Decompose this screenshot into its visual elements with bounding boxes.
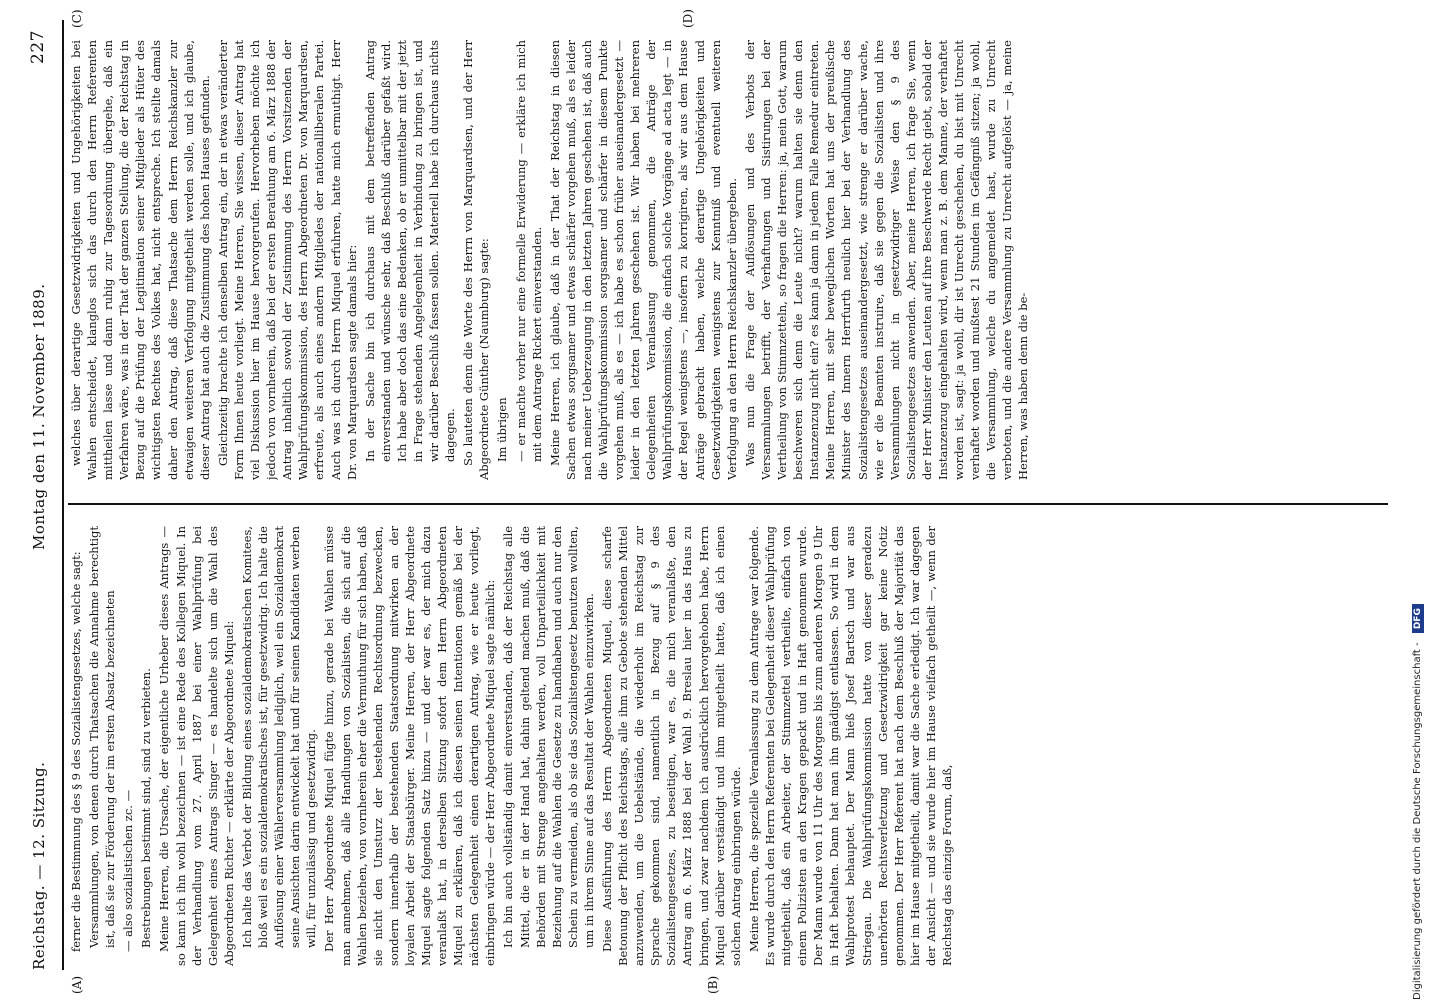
rotated-page [16,0,1416,1000]
paragraph: Meine Herren, die Ursache, der eigentliche Urheber dieses Antrags — so kann ich ihn wohl bezeichnen — ist eine Rede des Kollegen Miquel. In der Verhandlung vom 27. April 1887 bei einer Wahlprüfung bei Gelegenheit eines Antrags Singer — es handelte sich um die Wahl des Abgeordneten Richter — erklärte der Abgeordnete Miquel: [157,526,236,966]
quote-paragraph: In der Sache bin ich durchaus mit dem betreffenden Antrag einverstanden und wünsche sehr, daß Beschluß darüber gefaßt wird. Ich habe aber doch das eine Bedenken, ob er unmittelbar mit der jetzt in Frage stehenden Angelegenheit in Verbindung zu bringen ist, und wir darüber Beschluß fassen sollen. Materiell habe ich durchaus nichts dagegen. [362,40,458,462]
right-column [68,40,1388,480]
quote-paragraph: Ich bin auch vollständig damit einverstanden, daß der Reichstag alle Mittel, die er in der Hand hat, dahin geltend machen muß, daß die Behörden mit Strenge angehalten werden, voll Unparteilichkeit mit Beziehung auf die Wahlen die Gesetze zu handhaben und auch nur den Schein zu vermeiden, als ob sie das Sozialistengesetz benutzen wollten, um in ihrem Sinne auf das Resultat der Wahlen einzuwirken. [501,526,596,948]
margin-letter-c: (C) [70,9,84,28]
quote-paragraph: Bestrebungen bestimmt sind, sind zu verbieten. [139,668,154,948]
digitization-credit [1412,0,1424,1000]
paragraph: ferner die Bestimmung des § 9 des Sozialistengesetzes, welche sagt: [69,551,83,952]
header-session: Reichstag. — 12. Sitzung. [30,761,48,970]
paragraph: So lauteten denn die Worte des Herrn von Marquardsen, und der Herr Abgeordnete Günther (Naumburg) sagte: [461,40,492,480]
paragraph: Der Herr Abgeordnete Miquel fügte hinzu, gerade bei Wahlen müsse man annehmen, daß alle Handlungen von Sozialisten, die sich auf die Wahlen beziehen, von vornherein eher die Vermuthung für sich haben, daß sie nicht den Umsturz der bestehenden Rechtsordnung bezwecken, sondern innerhalb der bestehenden Staatsordnung mitwirken an der loyalen Arbeit der Staatsbürger. Meine Herren, der Herr Abgeordnete Miquel sagte folgenden Satz hinzu — und der war es, der mich dazu veranlaßt hat, in derselben Sitzung sofort dem Herrn Abgeordneten Miquel zu erklären, daß ich diesen seinen Intentionen gemäß bei der nächsten Gelegenheit einen derartigen Antrag, wie er heute vorliegt, einbringen würde — der Herr Abgeordnete Miquel sagte nämlich: [322,526,498,966]
left-column [68,526,1388,966]
quote-paragraph: Im übrigen [495,397,510,462]
margin-letter-a: (A) [70,975,84,994]
column-divider [68,503,1388,505]
page-number: 227 [28,30,48,64]
quote-paragraph: Versammlungen, von denen durch Thatsachen die Annahme berechtigt ist, daß sie zur Förderung der im ersten Absatz bezeichneten [87,526,118,948]
dfg-logo: DFG [1412,604,1424,633]
paragraph: — also sozialistischen zc. — [121,789,136,952]
paragraph: Diese Ausführung des Herrn Abgeordneten Miquel, diese scharfe Betonung der Pflicht des Reichstags, alle ihm zu Gebote stehenden Mittel anzuwenden, um die Uebelstände, die wiederholt im Reichstag zur Sprache gekommen sind, namentlich in Bezug auf § 9 des Sozialistengesetzes, zu beseitigen, war es, die mich veranlaßte, den Antrag am 6. März 1888 bei der Wahl 9. Breslau hier in das Haus zu bringen, und zwar nachdem ich ausdrücklich hervorgehoben habe, Herrn Miquel darüber verständigt und ihm mitgetheilt hatte, daß ich einen solchen Antrag einbringen würde. [600,526,743,966]
margin-letter-d: (D) [681,9,695,28]
paragraph: Was nun die Frage der Auflösungen und des Verbots der Versammlungen betrifft, der Verhaftungen und Sistirungen bei der Vertheilung von Stimmzetteln, so fragen die Herren: ja, mein Gott, warum beschweren sich denn die Leute nicht? warum halten sie denn den Instanzenzug nicht ein? es kann ja dann in jedem Falle Remedur eintreten. Meine Herren, mit sehr beweglichen Worten hat uns der preußische Minister des Innern Herrfurth neulich hier bei der Verhandlung des Sozialistengesetzes auseinandergesetzt, wie strenge er darüber wache, wie er die Beamten instruire, daß sie gegen die Sozialisten und ihre Versammlungen nicht in gesetzwidriger Weise den § 9 des Sozialistengesetzes anwenden. Aber, meine Herren, ich frage Sie, wenn der Herr Minister den Leuten auf ihre Beschwerde Recht giebt, sobald der Instanzenzug eingehalten wird, wenn man z. B. dem Manne, der verhaftet worden ist, sagt: ja wohl, dir ist Unrecht geschehen, du bist mit Unrecht verhaftet worden und mußtest 21 Stunden im Gefängniß sitzen; ja wohl, die Versammlung, welche du angemeldet hast, wurde zu Unrecht verboten, und die andere Versammlung zu Unrecht aufgelöst — ja, meine Herren, was haben denn die be- [742,40,1031,480]
header-rule [62,20,64,970]
paragraph: Meine Herren, ich glaube, daß in der That der Reichstag in diesen Sachen etwas sorgsamer und etwas schärfer vorgehen muß, als es leider nach meiner Ueberzeugung in den letzten Jahren geschehen ist, daß auch die Wahlprüfungskommission sorgsamer und schärfer in diesem Punkte vorgehen muß, als es — ich habe es schon früher auseinandergesetzt — leider in den letzten Jahren geschehen ist. Wir haben bei mehreren Gelegenheiten Veranlassung genommen, die Anträge der Wahlprüfungskommission, die einfach solche Vorgänge ad acta legt — in der Regel wenigstens —, insofern zu korrigiren, als wir aus dem Hause Anträge gebracht haben, welche derartige Ungehörigkeiten und Gesetzwidrigkeiten wenigstens zur Kenntniß und eventuell weiteren Verfolgung an den Herrn Reichskanzler übergeben. [547,40,739,480]
paragraph: Gleichzeitig brachte ich denselben Antrag ein, der in etwas veränderter Form Ihnen heute vorliegt. Meine Herren, Sie wissen, dieser Antrag hat viel Diskussion hier im Hause hervorgerufen. Hervorheben möchte ich jedoch von vornherein, daß bei der ersten Berathung am 6. März 1888 der Antrag inhaltlich sowohl der Zustimmung des Herrn Vorsitzenden der Wahlprüfungskommission, des Herrn Abgeordneten Dr. von Marquardsen, erfreute, als auch eines andern Mitgliedes der nationalliberalen Partei. Auch was ich durch Herrn Miquel erfuhren, hatte mich ermuthigt. Herr Dr. von Marquardsen sagte damals hier: [215,40,359,480]
page-header [24,20,58,970]
paragraph: Meine Herren, die spezielle Veranlassung zu dem Antrage war folgende. Es wurde durch den Herrn Referenten bei Gelegenheit dieser Wahlprüfung mitgetheilt, daß ein Arbeiter, der Stimmzettel vertheilte, einfach von einem Polizisten an den Kragen gepackt und in Haft genommen wurde. Der Mann wurde von 11 Uhr des Morgens bis zum anderen Morgen 9 Uhr in Haft behalten. Dann hat man ihn gnädigst entlassen. So wird in dem Wahlprotest behauptet. Der Mann hieß Josef Bartsch und war aus Striegau. Die Wahlprüfungskommission hatte von dieser geradezu unerhörten Rechtsverletzung und Gesetzwidrigkeit gar keine Notiz genommen. Der Herr Referent hat nach dem Beschluß der Majorität das hier im Hause mitgetheilt, damit war die Sache erledigt. Ich war dagegen der Ansicht — und sie wurde hier im Hause vielfach getheilt —, wenn der Reichstag das einzige Forum, daß, [746,526,954,966]
credit-text: Digitalisierung gefördert durch die Deutsche Forschungsgemeinschaft - [1412,642,1423,1000]
paragraph: welches über derartige Gesetzwidrigkeiten und Ungehörigkeiten bei Wahlen entscheidet, klanglos sich das durch den Herrn Referenten mittheilen lasse und dann ruhig zur Tagesordnung übergehe, daß ein Verfahren wäre, was in der That der ganzen Stellung, die der Reichstag in Bezug auf die Prüfung der Legitimation seiner Mitglieder als Hüter des wichtigsten Rechtes des Volkes hat, nicht entspreche. Ich stellte damals daher den Antrag, daß diese Thatsache dem Herrn Reichskanzler zur etwaigen weiteren Verfolgung mitgetheilt werden solle, und ich glaube, dieser Antrag hat auch die Zustimmung des hohen Hauses gefunden. [69,40,212,480]
margin-letter-b: (B) [706,975,720,994]
header-date: Montag den 11. November 1889. [30,283,48,550]
quote-paragraph: — er machte vorher nur eine formelle Erwiderung — erkläre ich mich mit dem Antrage Rickert einverstanden. [513,40,544,462]
quote-paragraph: Ich halte das Verbot der Bildung eines sozialdemokratischen Komitees, bloß weil es ein sozialdemokratisches ist, für gesetzwidrig. Ich halte die Auflösung einer Wählerversammlung lediglich, weil ein Sozialdemokrat seine Ansichten darin entwickelt hat und für seinen Kandidaten werben will, für unzulässig und gesetzwidrig. [239,526,319,948]
